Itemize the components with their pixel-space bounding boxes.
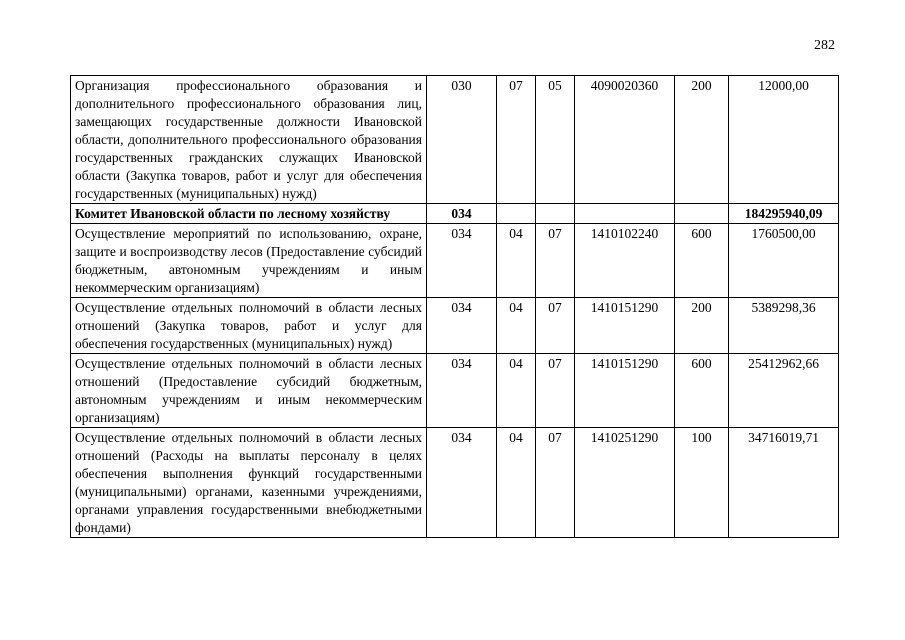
row-grbs: 034 — [427, 204, 497, 224]
row-expense-type: 200 — [675, 76, 729, 204]
row-description: Осуществление отдельных полномочий в области лесных отношений (Расходы на выплаты персоналу в целях обеспечения выполнения функций государственными (муниципальными) органами, казенными учреждениями, органами управления государственными внебюджетными фондами) — [71, 428, 427, 538]
row-target-article: 1410151290 — [575, 354, 675, 428]
row-grbs: 030 — [427, 76, 497, 204]
row-subsection — [536, 204, 575, 224]
row-amount: 1760500,00 — [729, 224, 839, 298]
row-subsection: 05 — [536, 76, 575, 204]
budget-table — [70, 75, 839, 538]
row-description: Осуществление мероприятий по использованию, охране, защите и воспроизводству лесов (Предоставление субсидий бюджетным, автономным учреждениям и иным некоммерческим организациям) — [71, 224, 427, 298]
row-description: Осуществление отдельных полномочий в области лесных отношений (Закупка товаров, работ и услуг для обеспечения государственных (муниципальных) нужд) — [71, 298, 427, 354]
row-section: 04 — [497, 224, 536, 298]
row-grbs: 034 — [427, 354, 497, 428]
row-section: 04 — [497, 354, 536, 428]
row-target-article — [575, 204, 675, 224]
row-section: 04 — [497, 428, 536, 538]
row-target-article: 1410251290 — [575, 428, 675, 538]
row-expense-type: 200 — [675, 298, 729, 354]
table-row — [71, 428, 839, 538]
row-subsection: 07 — [536, 298, 575, 354]
row-subsection: 07 — [536, 428, 575, 538]
row-amount: 12000,00 — [729, 76, 839, 204]
row-target-article: 4090020360 — [575, 76, 675, 204]
row-expense-type: 600 — [675, 224, 729, 298]
row-amount: 34716019,71 — [729, 428, 839, 538]
row-grbs: 034 — [427, 298, 497, 354]
table-row — [71, 76, 839, 204]
row-description: Осуществление отдельных полномочий в области лесных отношений (Предоставление субсидий бюджетным, автономным учреждениям и иным некоммерческим организациям) — [71, 354, 427, 428]
row-grbs: 034 — [427, 428, 497, 538]
table-row — [71, 354, 839, 428]
row-subsection: 07 — [536, 354, 575, 428]
table-row — [71, 204, 839, 224]
table-row — [71, 224, 839, 298]
row-subsection: 07 — [536, 224, 575, 298]
row-grbs: 034 — [427, 224, 497, 298]
table-row — [71, 298, 839, 354]
row-section: 04 — [497, 298, 536, 354]
row-expense-type: 100 — [675, 428, 729, 538]
row-amount: 25412962,66 — [729, 354, 839, 428]
row-section — [497, 204, 536, 224]
row-amount: 5389298,36 — [729, 298, 839, 354]
row-section: 07 — [497, 76, 536, 204]
page-number: 282 — [814, 38, 835, 53]
row-amount: 184295940,09 — [729, 204, 839, 224]
row-description: Комитет Ивановской области по лесному хозяйству — [71, 204, 427, 224]
row-expense-type — [675, 204, 729, 224]
row-target-article: 1410102240 — [575, 224, 675, 298]
row-description: Организация профессионального образования и дополнительного профессионального образования лиц, замещающих государственные должности Ивановской области, дополнительного профессионального образования государственных гражданских служащих Ивановской области (Закупка товаров, работ и услуг для обеспечения государственных (муниципальных) нужд) — [71, 76, 427, 204]
row-target-article: 1410151290 — [575, 298, 675, 354]
row-expense-type: 600 — [675, 354, 729, 428]
